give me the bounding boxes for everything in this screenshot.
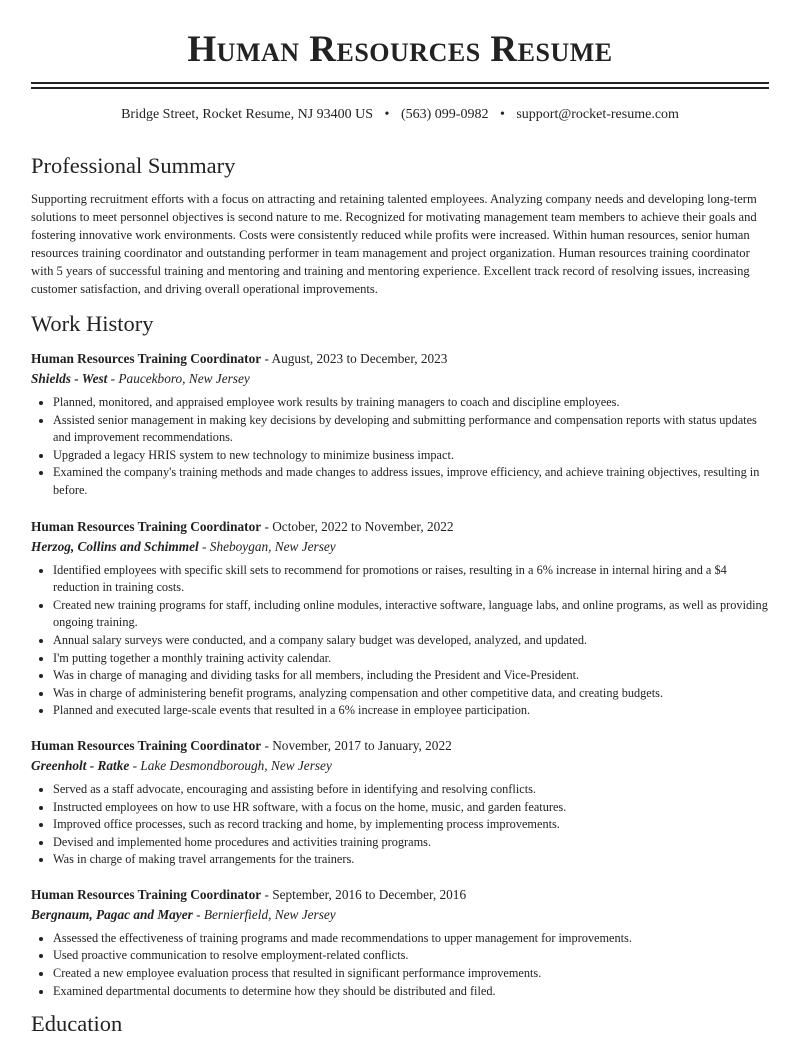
- contact-phone: (563) 099-0982: [400, 107, 489, 122]
- job-bullets: [31, 781, 769, 869]
- job-bullets: [31, 930, 769, 1000]
- job-title: Human Resources Training Coordinator: [31, 737, 262, 753]
- summary-heading: Professional Summary: [31, 153, 236, 178]
- job-entry: [31, 349, 769, 500]
- job-bullets: [31, 562, 769, 720]
- job-bullet: • Identified employees with specific skill sets to recommend for promotions or raises, resulting in a 6% increase in internal hiring and a $4 reduction in training costs.: [53, 562, 769, 597]
- company-location: - Lake Desmondborough, New Jersey: [129, 757, 332, 773]
- job-title: Human Resources Training Coordinator: [31, 886, 262, 902]
- job-bullet: • Served as a staff advocate, encouraging and assisting before in identifying and resolving conflicts.: [53, 781, 769, 799]
- job-bullets: [31, 394, 769, 500]
- resume-title: Human Resources Resume: [187, 29, 613, 70]
- company-line: [31, 537, 769, 556]
- job-bullet: • Created new training programs for staff, including online modules, interactive software, language labs, and online programs, as well as providing ongoing training.: [53, 597, 769, 632]
- company-name: Greenholt - Ratke: [31, 757, 130, 773]
- job-bullet: • Assisted senior management in making key decisions by developing and submitting performance and compensation reports with status updates and improvement recommendations.: [53, 412, 769, 447]
- job-bullet: • Examined the company's training methods and made changes to address issues, improve efficiency, and achieve training objectives, resulting in before.: [53, 464, 769, 499]
- company-name: Bergnaum, Pagac and Mayer: [31, 906, 193, 922]
- job-bullet: • I'm putting together a monthly training activity calendar.: [53, 650, 769, 668]
- company-location: - Sheboygan, New Jersey: [198, 538, 336, 554]
- job-bullet: • Used proactive communication to resolve employment-related conflicts.: [53, 947, 769, 965]
- company-location: - Bernierfield, New Jersey: [192, 906, 336, 922]
- job-bullet: • Was in charge of making travel arrangements for the trainers.: [53, 851, 769, 869]
- education-heading: Education: [31, 1011, 123, 1037]
- summary-text: Supporting recruitment efforts with a focus on attracting and retaining talented employees. Analyzing company needs and developing long-term solutions to meet personnel objectives is second nature to me. Recognized for motivating management team members to achieve their goals and fostering innovative work environments. Costs were consistently reduced while profits were increased. Within human resources, senior human resources training coordinator and outstanding performer in team management and project organization. Human resources training coordinator with 5 years of successful training and mentoring and training and mentoring experience. Excellent track record of resolving issues, increasing customer satisfaction, and driving overall operational improvements.: [31, 192, 757, 296]
- contact-separator: •: [384, 107, 390, 122]
- job-title: Human Resources Training Coordinator: [31, 351, 262, 366]
- job-title: Human Resources Training Coordinator: [31, 518, 262, 534]
- job-bullet: • Was in charge of administering benefit programs, analyzing compensation and other competitive data, and creating budgets.: [53, 685, 769, 703]
- job-title-line: [31, 885, 769, 905]
- job-title-line: [31, 349, 769, 369]
- contact-separator: •: [499, 107, 505, 122]
- contact-line: [31, 106, 769, 124]
- job-bullet: • Annual salary surveys were conducted, and a company salary budget was developed, analyzed, and updated.: [53, 632, 769, 650]
- company-name: Shields - West: [31, 371, 108, 386]
- company-name: Herzog, Collins and Schimmel: [31, 538, 199, 554]
- company-line: [31, 369, 769, 388]
- work-history-heading: Work History: [31, 311, 154, 336]
- header-divider-thick: [31, 82, 769, 84]
- job-entry: [31, 736, 769, 869]
- header-divider-thin: [31, 87, 769, 89]
- contact-address: Bridge Street, Rocket Resume, NJ 93400 US: [121, 107, 374, 122]
- job-entry: [31, 885, 769, 1000]
- job-bullet: • Created a new employee evaluation process that resulted in significant performance improvements.: [53, 965, 769, 983]
- job-bullet: • Assessed the effectiveness of training programs and made recommendations to upper management for improvements.: [53, 930, 769, 948]
- job-bullet: • Instructed employees on how to use HR software, with a focus on the home, music, and garden features.: [53, 799, 769, 817]
- job-title-line: [31, 736, 769, 756]
- job-entry: [31, 517, 769, 720]
- job-bullet: • Was in charge of managing and dividing tasks for all members, including the President and Vice-President.: [53, 667, 769, 685]
- job-bullet: • Planned and executed large-scale events that resulted in a 6% increase in employee participation.: [53, 702, 769, 720]
- company-line: [31, 756, 769, 775]
- company-line: [31, 905, 769, 924]
- job-bullet: • Devised and implemented home procedures and activities training programs.: [53, 834, 769, 852]
- job-bullet: • Planned, monitored, and appraised employee work results by training managers to coach and discipline employees.: [53, 394, 769, 412]
- job-title-line: [31, 517, 769, 537]
- job-dates: - October, 2022 to November, 2022: [261, 518, 454, 534]
- job-bullet: • Improved office processes, such as record tracking and home, by implementing process improvements.: [53, 816, 769, 834]
- job-dates: - August, 2023 to December, 2023: [261, 351, 448, 366]
- job-bullet: • Examined departmental documents to determine how they should be distributed and filed.: [53, 983, 769, 1001]
- contact-email: support@rocket-resume.com: [516, 107, 679, 122]
- job-dates: - November, 2017 to January, 2022: [261, 737, 452, 753]
- job-bullet: • Upgraded a legacy HRIS system to new technology to minimize business impact.: [53, 447, 769, 465]
- company-location: - Paucekboro, New Jersey: [107, 371, 250, 386]
- job-dates: - September, 2016 to December, 2016: [261, 886, 467, 902]
